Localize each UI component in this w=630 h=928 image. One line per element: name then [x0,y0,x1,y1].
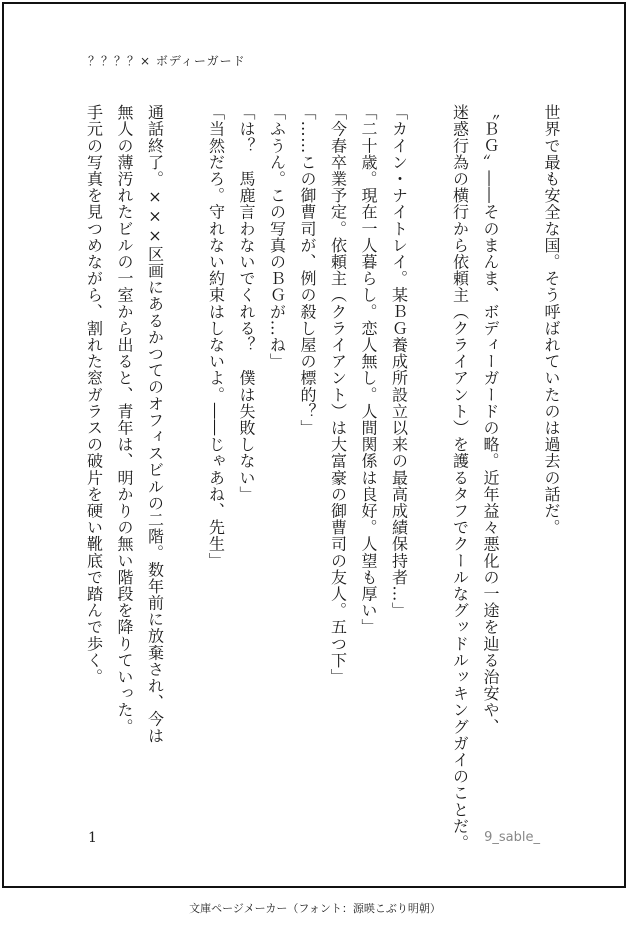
generator-caption: 文庫ページメーカー（フォント：源暎こぶり明朝） [189,902,441,915]
text-line: 世界で最も安全な国。そう呼ばれていたのは過去の話だ。 [542,104,561,536]
page-number: 1 [88,830,97,846]
text-line: 「今春卒業予定。依頼主（クライアント）は大富豪の御曹司の友人。五つ下」 [328,104,348,685]
author-credit: 9_sable_ [484,830,540,845]
text-line: 〝ＢＧ〟――そのまんま、ボディーガードの略。近年益々悪化の一途を辿る治安や、 [481,104,500,735]
text-line: 「……この御曹司が、例の殺し屋の標的？」 [298,104,317,436]
text-line: 通話終了。×××区画にあるかつてのオフィスビルの二階。数年前に放棄され、今は [145,104,165,744]
text-line: 「当然だろ。守れない約束はしないよ。――じゃあね、先生」 [206,104,226,569]
book-page [2,2,626,888]
text-line: 迷惑行為の横行から依頼主（クライアント）を護るタフでクールなグッドルッキングガイのことだ。 [450,104,470,851]
text-line: 「カイン・ナイトレイ。某ＢＧ養成所設立以来の最高成績保持者…」 [389,104,409,619]
text-line: 「二十歳。現在一人暮らし。恋人無し。人間関係は良好。人望も厚い」 [359,104,378,636]
blank-line [505,104,536,784]
text-line: 「ふうん。この写真のＢＧが…ね」 [267,104,287,370]
running-header: ？？？？× ボディーガード [88,54,246,68]
blank-line [170,104,201,784]
text-line: 無人の薄汚れたビルの一室から出ると、青年は、明かりの無い階段を降りていった。 [115,104,134,735]
text-line: 手元の写真を見つめながら、割れた窓ガラスの破片を硬い靴底で踏んで歩く。 [84,104,104,685]
blank-line [414,104,445,784]
text-line: 「は？ 馬鹿言わないでくれる？ 僕は失敗しない」 [237,104,256,503]
